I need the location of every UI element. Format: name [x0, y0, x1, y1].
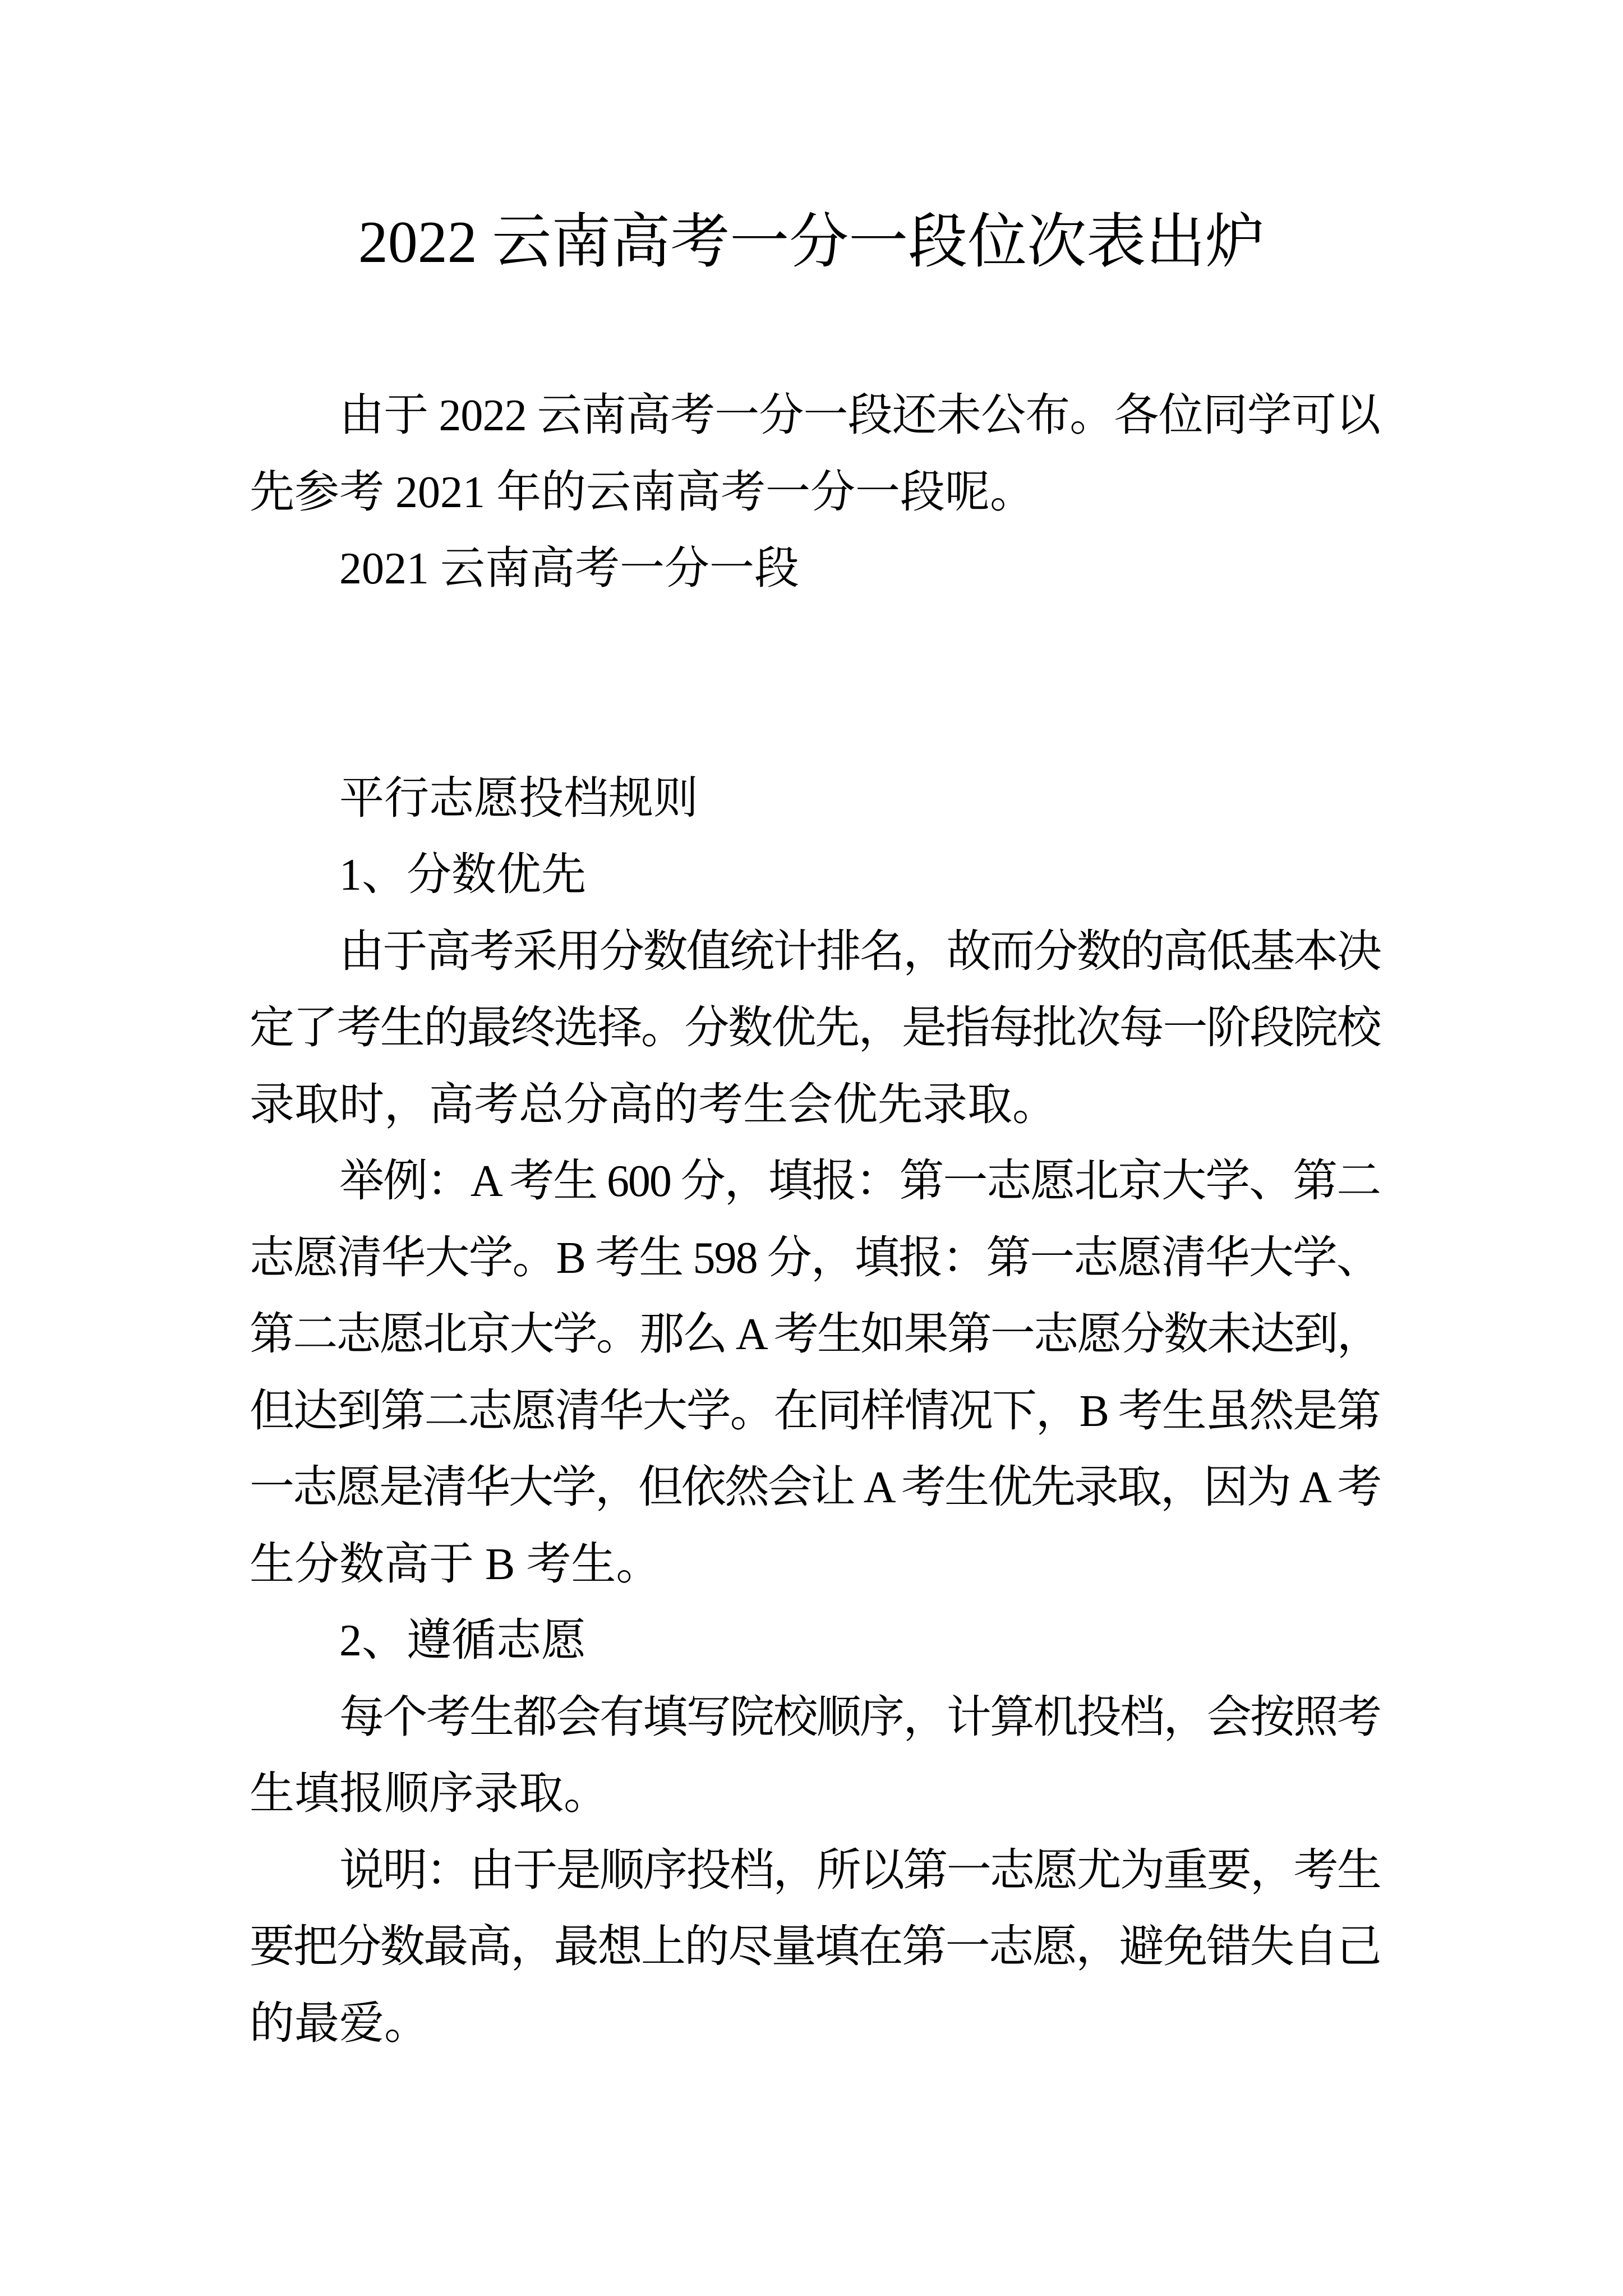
paragraph-line: 说明：由于是顺序投档，所以第一志愿尤为重要，考生	[339, 1846, 1380, 1895]
paragraph	[250, 1680, 1380, 1833]
paragraph	[250, 1143, 1380, 1603]
paragraph-line: 一志愿是清华大学，但依然会让 A 考生优先录取，因为 A 考	[250, 1463, 1380, 1512]
paragraph-line: 志愿清华大学。B 考生 598 分，填报：第一志愿清华大学、	[250, 1233, 1380, 1283]
blank-area	[250, 608, 1380, 761]
document-body	[250, 378, 1380, 2062]
paragraph-line: 定了考生的最终选择。分数优先，是指每批次每一阶段院校	[250, 1004, 1380, 1053]
paragraph	[250, 531, 1380, 608]
document-title: 2022 云南高考一分一段位次表出炉	[358, 209, 1265, 275]
paragraph	[250, 914, 1380, 1144]
paragraph-line: 举例：A 考生 600 分，填报：第一志愿北京大学、第二	[339, 1157, 1380, 1206]
paragraph-line: 但达到第二志愿清华大学。在同样情况下，B 考生虽然是第	[250, 1386, 1380, 1436]
paragraph-line: 生填报顺序录取。	[250, 1769, 608, 1819]
intro-section	[250, 378, 1380, 608]
rules-section	[250, 761, 1380, 2063]
paragraph-line: 先参考 2021 年的云南高考一分一段呢。	[250, 467, 1035, 517]
rule-heading: 1、分数优先	[339, 850, 586, 900]
paragraph-line: 2021 云南高考一分一段	[339, 544, 799, 593]
paragraph-line: 第二志愿北京大学。那么 A 考生如果第一志愿分数未达到，	[250, 1310, 1380, 1359]
paragraph	[250, 1833, 1380, 2063]
paragraph-line: 录取时，高考总分高的考生会优先录取。	[250, 1080, 1057, 1130]
paragraph-line: 每个考生都会有填写院校顺序，计算机投档，会按照考	[339, 1692, 1380, 1742]
paragraph-line: 由于高考采用分数值统计排名，故而分数的高低基本决	[339, 927, 1380, 977]
rule-item	[250, 1603, 1380, 2062]
rule-item	[250, 837, 1380, 1603]
paragraph-line: 的最爱。	[250, 1999, 429, 2049]
paragraph-line: 生分数高于 B 考生。	[250, 1539, 661, 1589]
paragraph-line: 由于 2022 云南高考一分一段还未公布。各位同学可以	[339, 391, 1380, 440]
paragraph	[250, 378, 1380, 531]
paragraph-line: 要把分数最高，最想上的尽量填在第一志愿，避免错失自己	[250, 1922, 1380, 1972]
rules-heading: 平行志愿投档规则	[339, 774, 698, 823]
rule-heading: 2、遵循志愿	[339, 1616, 586, 1665]
